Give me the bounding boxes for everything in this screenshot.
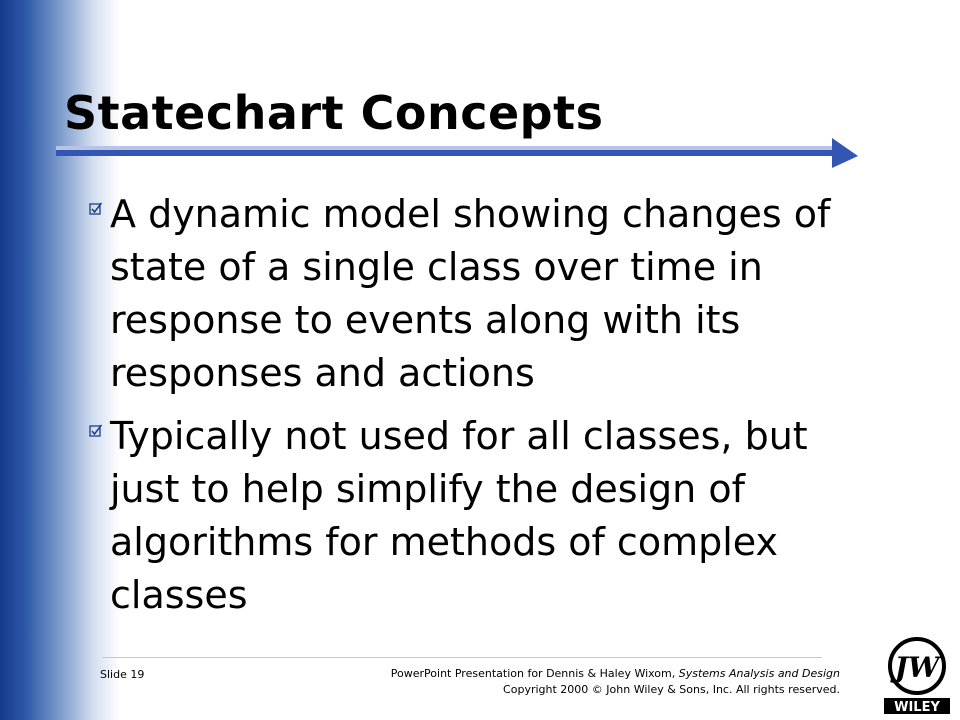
svg-text:JW: JW [894, 651, 940, 684]
footer-copyright: Copyright 2000 © John Wiley & Sons, Inc. All rights reserved. [503, 683, 840, 696]
footer-credits [391, 666, 840, 698]
bullet-item [86, 188, 876, 400]
slide-number: Slide 19 [100, 668, 145, 681]
checkbox-bullet-icon [86, 424, 106, 438]
bullet-list [86, 188, 876, 632]
svg-text:WILEY: WILEY [894, 700, 940, 714]
footer-divider [102, 657, 822, 658]
wiley-logo [884, 636, 950, 714]
slide-title: Statechart Concepts [64, 86, 604, 140]
footer-credits-line1: PowerPoint Presentation for Dennis & Haley Wixom, Systems Analysis and Design [390, 667, 840, 680]
bullet-item [86, 410, 876, 622]
title-underline-arrow [56, 136, 860, 176]
checkbox-bullet-icon [86, 202, 106, 216]
bullet-text: Typically not used for all classes, but just to help simplify the design of algorithms for methods of complex classes [110, 414, 808, 617]
bullet-text: A dynamic model showing changes of state of a single class over time in response to events along with its responses and actions [110, 192, 831, 395]
